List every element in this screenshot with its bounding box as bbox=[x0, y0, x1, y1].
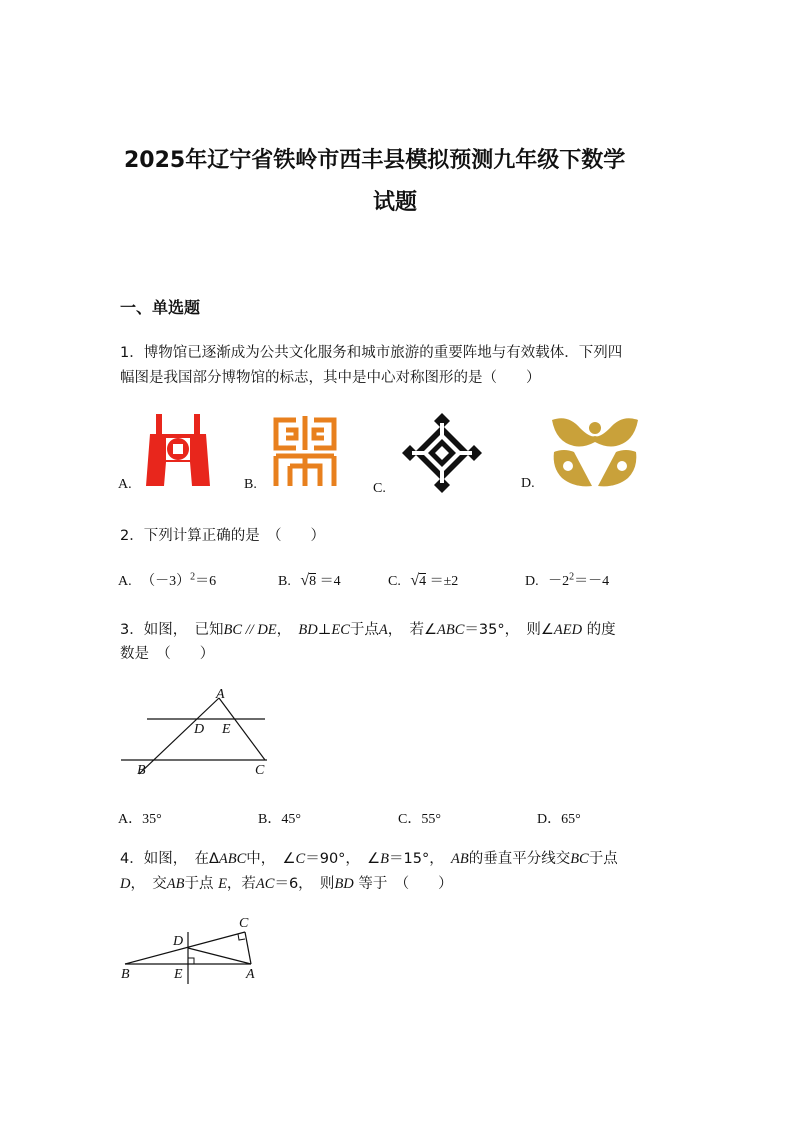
q2-option-b-radicand: 8 bbox=[309, 574, 317, 589]
q2-option-b-label: B. bbox=[278, 574, 291, 589]
question-3-line2: 数是 （ ） bbox=[120, 646, 215, 662]
q3-label-b: B bbox=[137, 763, 146, 778]
q4-l2-text-4: ＝6， 则 bbox=[274, 876, 335, 892]
q3-option-b: B．45° bbox=[258, 812, 301, 827]
q1-option-d-label: D. bbox=[521, 476, 535, 491]
q4-text-1: 4．如图， 在Δ bbox=[120, 851, 219, 867]
q2-option-d-rest: ＝－4 bbox=[574, 574, 610, 589]
q4-l2-math-3: E bbox=[218, 876, 227, 892]
q3-label-d: D bbox=[194, 722, 205, 737]
q3-option-d: D．65° bbox=[537, 812, 581, 827]
question-3-line1 bbox=[120, 618, 616, 639]
q2-option-c-radicand: 4 bbox=[419, 574, 427, 589]
q4-l2-math-2: AB bbox=[166, 876, 185, 892]
q3-text-3: 于点 bbox=[349, 622, 379, 638]
q4-l2-math-4: AC bbox=[255, 876, 275, 892]
q4-label-e: E bbox=[174, 967, 183, 982]
q4-text-6: 于点 bbox=[588, 851, 618, 867]
q4-text-4: ＝15°， bbox=[389, 851, 451, 867]
q4-math-3: B bbox=[380, 851, 390, 867]
q3-math-5: AED bbox=[553, 622, 583, 638]
section-heading: 一、单选题 bbox=[120, 298, 201, 317]
q2-option-a-base: （－3） bbox=[141, 574, 191, 589]
q2-option-d bbox=[525, 570, 609, 590]
q2-option-b-sqrt bbox=[300, 574, 319, 589]
q2-option-c-label: C. bbox=[388, 574, 401, 589]
q2-option-d-exp: 2 bbox=[569, 571, 575, 583]
q4-l2-text-5: 等于 （ ） bbox=[353, 876, 453, 892]
q1-option-a-label: A. bbox=[118, 477, 132, 492]
question-1-line2: 幅图是我国部分博物馆的标志，其中是中心对称图形的是（ ） bbox=[120, 370, 541, 386]
q2-option-a-rest: ＝6 bbox=[195, 574, 217, 589]
q4-l2-math-1: D bbox=[120, 876, 131, 892]
logo-a-icon bbox=[146, 414, 210, 488]
q4-math-5: BC bbox=[570, 851, 589, 867]
logo-b-icon bbox=[272, 416, 338, 488]
q4-l2-text-2: 于点 bbox=[184, 876, 219, 892]
q4-figure bbox=[115, 910, 275, 990]
q4-math-2: C bbox=[295, 851, 306, 867]
q4-text-3: ＝90°， ∠ bbox=[305, 851, 381, 867]
logo-c-icon bbox=[402, 413, 482, 493]
page-title: 2025年辽宁省铁岭市西丰县模拟预测九年级下数学 bbox=[124, 148, 626, 173]
q4-text-2: 中， ∠ bbox=[246, 851, 296, 867]
q1-option-c-label: C. bbox=[373, 481, 386, 496]
sqrt-icon: √ bbox=[410, 572, 420, 589]
page-title-line2: 试题 bbox=[373, 190, 418, 215]
q2-option-b bbox=[278, 570, 341, 590]
q3-figure bbox=[115, 684, 275, 784]
q4-l2-text-1: ， 交 bbox=[130, 876, 167, 892]
q4-l2-math-5: BD bbox=[334, 876, 354, 892]
q1-option-b-label: B. bbox=[244, 477, 257, 492]
q4-label-d: D bbox=[173, 934, 184, 949]
q3-text-1: 3．如图， 已知 bbox=[120, 622, 224, 638]
q4-math-4: AB bbox=[450, 851, 469, 867]
q4-label-b: B bbox=[121, 967, 130, 982]
q3-label-e: E bbox=[222, 722, 231, 737]
q2-option-d-pre: －2 bbox=[548, 574, 570, 589]
q3-math-4: ABC bbox=[437, 622, 465, 638]
q3-text-4: ， 若∠ bbox=[387, 622, 438, 638]
q3-option-a: A．35° bbox=[118, 812, 162, 827]
q3-option-c: C．55° bbox=[398, 812, 441, 827]
q2-option-a bbox=[118, 570, 216, 590]
q3-text-6: 的度 bbox=[582, 622, 616, 638]
q2-option-a-label: A. bbox=[118, 574, 132, 589]
question-2-text: 2．下列计算正确的是 （ ） bbox=[120, 528, 325, 544]
q3-math-2: BD⊥EC bbox=[298, 622, 350, 638]
question-1-line1: 1．博物馆已逐渐成为公共文化服务和城市旅游的重要阵地与有效载体．下列四 bbox=[120, 345, 623, 361]
logo-d-icon bbox=[550, 412, 640, 490]
question-4-line2 bbox=[120, 872, 453, 893]
q2-option-b-rest: ＝4 bbox=[319, 574, 341, 589]
q3-text-5: ＝35°， 则∠ bbox=[464, 622, 554, 638]
q4-label-a: A bbox=[246, 967, 255, 982]
q2-option-d-label: D. bbox=[525, 574, 539, 589]
q4-label-c: C bbox=[239, 916, 249, 931]
q3-label-a: A bbox=[216, 687, 225, 702]
question-4-line1 bbox=[120, 847, 618, 868]
q4-l2-text-3: ，若 bbox=[226, 876, 256, 892]
q2-option-a-exp: 2 bbox=[190, 571, 196, 583]
q3-math-3: A bbox=[378, 622, 388, 638]
q3-math-1: BC // DE bbox=[223, 622, 277, 638]
q2-option-c-rest: ＝±2 bbox=[429, 574, 459, 589]
q4-text-5: 的垂直平分线交 bbox=[468, 851, 571, 867]
q2-option-c bbox=[388, 570, 458, 590]
q4-math-1: ABC bbox=[218, 851, 247, 867]
q3-text-2: ， bbox=[276, 622, 299, 638]
sqrt-icon: √ bbox=[300, 572, 310, 589]
q2-option-c-sqrt bbox=[410, 574, 429, 589]
q3-label-c: C bbox=[255, 763, 265, 778]
